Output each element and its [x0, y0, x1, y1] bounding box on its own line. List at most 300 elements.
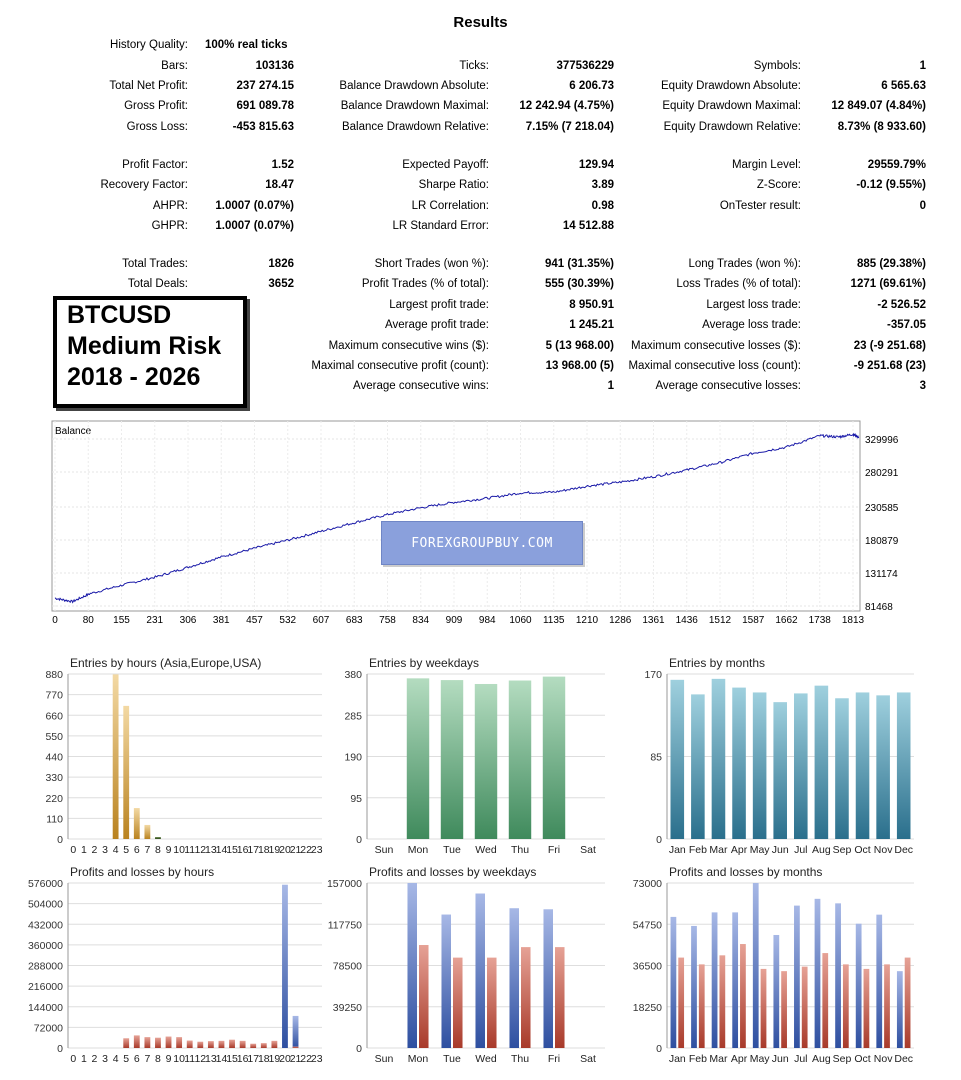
pl-hours-x-tick: 12 [194, 1053, 207, 1065]
entries-hours-x-tick: 18 [257, 844, 270, 856]
stat-value-expected-payoff: 129.94 [578, 159, 614, 171]
pl-months-profit-bar [794, 906, 800, 1048]
pl-months-loss-bar [781, 971, 787, 1048]
stat-label-z-score: Z-Score: [756, 179, 801, 191]
balance-x-tick: 0 [52, 615, 58, 625]
entries-months-bar [773, 702, 787, 839]
pl-months-title: Profits and losses by months [669, 865, 823, 879]
entries-hours-bar [144, 825, 150, 839]
pl-weekdays-x-tick: Thu [510, 1053, 530, 1065]
entries-hours-bar [113, 674, 119, 839]
pl-weekdays-x-tick: Tue [443, 1053, 461, 1065]
pl-hours-y-tick: 216000 [27, 981, 63, 994]
entries-hours-x-tick: 12 [194, 844, 207, 856]
badge-line-2: Medium Risk [67, 332, 222, 360]
results-title: Results [453, 14, 508, 31]
entries-months-bar [670, 680, 684, 839]
stat-value-balance-dd-rel: 7.15% (7 218.04) [525, 121, 614, 133]
pl-hours-bar [144, 1037, 150, 1048]
balance-x-tick: 607 [312, 615, 330, 625]
pl-months-loss-bar [905, 958, 911, 1048]
entries-months-x-tick: Mar [709, 844, 728, 856]
entries-weekdays-x-tick: Tue [443, 844, 461, 856]
watermark: FOREXGROUPBUY.COM [381, 521, 583, 565]
balance-x-tick: 532 [279, 615, 297, 625]
pl-months-profit-bar [732, 912, 738, 1048]
pl-hours-bar [229, 1040, 235, 1048]
balance-plot-area [52, 421, 860, 611]
balance-x-tick: 1436 [675, 615, 698, 625]
stat-label-sharpe-ratio: Sharpe Ratio: [418, 179, 489, 191]
stat-label-bars: Bars: [161, 60, 188, 72]
pl-hours-x-tick: 0 [70, 1053, 77, 1065]
bar-charts [0, 650, 961, 1080]
pl-months-x-tick: Feb [688, 1053, 707, 1065]
entries-weekdays-y-tick: 190 [344, 751, 362, 764]
stat-label-avg-consec-wins: Average consecutive wins: [353, 380, 489, 392]
entries-hours-x-tick: 17 [247, 844, 260, 856]
entries-weekdays-bar [543, 677, 565, 839]
stat-label-lr-std-error: LR Standard Error: [392, 220, 489, 232]
pl-weekdays-x-tick: Wed [475, 1053, 497, 1065]
stat-value-lr-std-error: 14 512.88 [562, 220, 614, 232]
pl-months-y-tick: 73000 [632, 878, 662, 890]
stat-value-bars: 103136 [255, 60, 294, 72]
pl-months-x-tick: Jul [794, 1053, 808, 1065]
entries-hours-x-tick: 13 [205, 844, 217, 856]
pl-months-profit-bar [815, 899, 821, 1048]
pl-weekdays-profit-bar [509, 908, 519, 1048]
entries-hours-bar [134, 808, 140, 839]
pl-weekdays-profit-bar [441, 915, 451, 1048]
stat-label-gross-profit: Gross Profit: [124, 100, 188, 112]
pl-weekdays-y-tick: 157000 [326, 878, 362, 890]
entries-weekdays-x-tick: Fri [547, 844, 561, 856]
balance-x-tick: 1210 [575, 615, 599, 625]
pl-hours-x-tick: 11 [184, 1053, 196, 1065]
balance-x-tick: 306 [179, 615, 197, 625]
stat-label-balance-dd-rel: Balance Drawdown Relative: [341, 121, 489, 133]
pl-months-x-tick: Nov [873, 1053, 893, 1065]
entries-hours-title: Entries by hours (Asia,Europe,USA) [70, 656, 262, 670]
stat-label-equity-dd-max: Equity Drawdown Maximal: [662, 100, 801, 112]
pl-weekdays-loss-bar [453, 958, 463, 1048]
stat-label-ticks: Ticks: [459, 60, 489, 72]
entries-months-bar [876, 695, 890, 839]
entries-months-x-tick: Jun [771, 844, 789, 856]
entries-months-x-tick: Jul [794, 844, 808, 856]
pl-weekdays-y-tick: 39250 [332, 1001, 362, 1014]
stat-value-long-trades: 885 (29.38%) [856, 258, 926, 270]
pl-hours-bar [250, 1044, 256, 1048]
entries-hours-x-tick: 21 [289, 844, 302, 856]
stat-label-maximal-consec-profit: Maximal consecutive profit (count): [311, 360, 489, 372]
entries-hours-x-tick: 14 [215, 844, 228, 856]
stat-value-short-trades: 941 (31.35%) [544, 258, 614, 270]
stat-label-total-deals: Total Deals: [127, 278, 188, 290]
pl-months-profit-bar [691, 926, 697, 1048]
entries-months-x-tick: Sep [832, 844, 852, 856]
pl-weekdays-y-tick: 78500 [332, 960, 362, 973]
stat-value-avg-loss: -357.05 [886, 319, 926, 331]
stat-value-balance-dd-abs: 6 206.73 [569, 80, 614, 92]
entries-months-x-tick: Apr [730, 844, 748, 856]
pl-hours-x-tick: 1 [80, 1053, 87, 1065]
pl-months-loss-bar [884, 964, 890, 1048]
stat-value-gross-loss: -453 815.63 [232, 121, 294, 133]
pl-hours-bar [176, 1037, 182, 1048]
entries-months-chart [644, 656, 914, 856]
pl-hours-x-tick: 22 [300, 1053, 312, 1065]
stat-label-gross-loss: Gross Loss: [126, 121, 188, 133]
pl-months-loss-bar [719, 955, 725, 1048]
badge-line-3: 2018 - 2026 [67, 363, 201, 391]
pl-hours-bar [208, 1041, 214, 1048]
entries-hours-x-tick: 4 [112, 844, 119, 856]
stat-label-short-trades: Short Trades (won %): [374, 258, 489, 270]
entries-months-title: Entries by months [669, 656, 766, 670]
stat-label-margin-level: Margin Level: [731, 159, 801, 171]
balance-x-tick: 457 [246, 615, 263, 625]
pl-hours-y-tick: 360000 [27, 939, 63, 952]
stat-label-largest-profit: Largest profit trade: [389, 299, 489, 311]
pl-months-x-tick: Dec [894, 1053, 914, 1065]
balance-x-tick: 1361 [642, 615, 665, 625]
pl-weekdays-y-tick: 117750 [327, 919, 362, 932]
stat-label-total-trades: Total Trades: [122, 258, 188, 270]
entries-months-y-tick: 85 [650, 751, 662, 764]
pl-weekdays-y-tick: 0 [356, 1043, 362, 1055]
pl-weekdays-x-tick: Sat [580, 1053, 596, 1065]
pl-months-x-tick: May [749, 1053, 770, 1065]
entries-hours-y-tick: 330 [45, 772, 63, 785]
stat-label-equity-dd-abs: Equity Drawdown Absolute: [661, 80, 801, 92]
badge [53, 296, 247, 408]
stat-value-ontester: 0 [919, 200, 926, 212]
entries-hours-x-tick: 1 [80, 844, 87, 856]
pl-months-x-tick: Mar [709, 1053, 728, 1065]
pl-months-y-tick: 0 [656, 1043, 662, 1055]
entries-weekdays-x-tick: Sun [374, 844, 394, 856]
stat-label-balance-dd-abs: Balance Drawdown Absolute: [339, 80, 489, 92]
entries-hours-x-tick: 11 [184, 844, 196, 856]
stat-value-largest-profit: 8 950.91 [569, 299, 614, 311]
pl-weekdays-x-tick: Fri [547, 1053, 561, 1065]
stat-value-max-consec-wins: 5 (13 968.00) [545, 340, 614, 352]
stat-value-ghpr: 1.0007 (0.07%) [215, 220, 294, 232]
pl-months-loss-bar [678, 958, 684, 1048]
pl-hours-x-tick: 5 [123, 1053, 130, 1065]
balance-x-tick: 1587 [742, 615, 765, 625]
entries-hours-x-tick: 22 [300, 844, 312, 856]
entries-hours-y-tick: 660 [45, 710, 63, 723]
stat-value-profit-trades: 555 (30.39%) [544, 278, 614, 290]
stat-label-recovery-factor: Recovery Factor: [100, 179, 188, 191]
pl-hours-x-tick: 6 [133, 1053, 140, 1065]
pl-months-loss-bar [761, 969, 767, 1048]
balance-chart [0, 415, 961, 625]
balance-x-tick: 231 [146, 615, 164, 625]
pl-months-loss-bar [843, 964, 849, 1048]
balance-x-tick: 984 [478, 615, 496, 625]
balance-x-tick: 1060 [509, 615, 532, 625]
balance-y-tick: 180879 [865, 536, 899, 547]
stat-label-max-consec-wins: Maximum consecutive wins ($): [328, 340, 489, 352]
balance-y-tick: 81468 [865, 602, 893, 613]
pl-hours-x-tick: 8 [155, 1053, 161, 1065]
stat-value-recovery-factor: 18.47 [265, 179, 294, 191]
pl-hours-x-tick: 9 [165, 1053, 172, 1065]
pl-months-loss-bar [699, 964, 705, 1048]
pl-hours-bar [187, 1041, 193, 1048]
pl-hours-x-tick: 4 [112, 1053, 119, 1065]
entries-weekdays-y-tick: 95 [350, 792, 362, 805]
entries-hours-x-tick: 7 [144, 844, 151, 856]
entries-weekdays-x-tick: Wed [475, 844, 497, 856]
stat-label-profit-trades: Profit Trades (% of total): [361, 278, 489, 290]
entries-hours-x-tick: 3 [102, 844, 108, 856]
stat-value-lr-correlation: 0.98 [591, 200, 614, 212]
entries-months-bar [732, 688, 746, 839]
stat-value-avg-consec-losses: 3 [919, 380, 926, 392]
entries-months-x-tick: Nov [873, 844, 893, 856]
pl-hours-x-tick: 10 [173, 1053, 185, 1065]
stat-value-margin-level: 29559.79% [867, 159, 926, 171]
entries-weekdays-bar [509, 681, 531, 839]
stat-label-avg-consec-losses: Average consecutive losses: [655, 380, 801, 392]
entries-months-x-tick: Aug [812, 844, 831, 856]
entries-hours-x-tick: 6 [133, 844, 140, 856]
pl-weekdays-x-tick: Sun [374, 1053, 394, 1065]
entries-months-x-tick: Feb [688, 844, 707, 856]
stat-label-total-net-profit: Total Net Profit: [109, 80, 188, 92]
pl-months-y-tick: 18250 [632, 1001, 662, 1014]
stat-value-largest-loss: -2 526.52 [877, 299, 926, 311]
stat-label-ghpr: GHPR: [151, 220, 188, 232]
pl-months-loss-bar [740, 944, 746, 1048]
stat-value-loss-trades: 1271 (69.61%) [850, 278, 926, 290]
entries-months-bar [712, 679, 726, 839]
pl-hours-x-tick: 16 [236, 1053, 249, 1065]
pl-hours-y-tick: 504000 [27, 898, 63, 911]
stat-label-avg-profit: Average profit trade: [385, 319, 489, 331]
entries-months-x-tick: Dec [894, 844, 914, 856]
pl-hours-bar [293, 1047, 299, 1048]
pl-hours-title: Profits and losses by hours [70, 865, 215, 879]
stat-value-equity-dd-max: 12 849.07 (4.84%) [831, 100, 926, 112]
pl-hours-bar [134, 1035, 140, 1048]
pl-hours-y-tick: 0 [57, 1043, 63, 1055]
stat-value-total-net-profit: 237 274.15 [236, 80, 294, 92]
pl-hours-x-tick: 3 [102, 1053, 108, 1065]
entries-hours-x-tick: 19 [268, 844, 281, 856]
entries-weekdays-x-tick: Mon [407, 844, 429, 856]
stat-value-symbols: 1 [919, 60, 926, 72]
pl-weekdays-loss-bar [487, 958, 497, 1048]
entries-weekdays-chart [344, 656, 605, 856]
pl-weekdays-x-tick: Mon [407, 1053, 429, 1065]
pl-hours-x-tick: 23 [310, 1053, 323, 1065]
pl-hours-bar [240, 1041, 246, 1048]
entries-months-bar [897, 692, 911, 839]
pl-months-loss-bar [864, 969, 870, 1048]
pl-months-profit-bar [753, 883, 759, 1048]
pl-hours-y-tick: 576000 [27, 878, 63, 890]
pl-months-y-tick: 36500 [632, 960, 662, 973]
balance-x-tick: 1738 [808, 615, 831, 625]
pl-months-x-tick: Sep [832, 1053, 852, 1065]
entries-months-y-tick: 170 [644, 669, 662, 681]
balance-x-tick: 155 [113, 615, 130, 625]
entries-months-bar [856, 692, 870, 839]
entries-weekdays-y-tick: 380 [344, 669, 362, 681]
stat-label-largest-loss: Largest loss trade: [706, 299, 801, 311]
pl-hours-y-tick: 432000 [27, 919, 63, 932]
balance-x-tick: 80 [82, 615, 94, 625]
balance-x-tick: 1662 [775, 615, 798, 625]
stat-value-max-consec-losses: 23 (-9 251.68) [853, 340, 926, 352]
pl-months-profit-bar [856, 924, 862, 1048]
balance-x-tick: 381 [212, 615, 230, 625]
pl-hours-y-tick: 72000 [33, 1022, 63, 1035]
entries-hours-y-tick: 220 [45, 792, 63, 805]
stat-label-history-quality: History Quality: [110, 39, 188, 51]
entries-hours-y-tick: 880 [45, 669, 63, 681]
entries-weekdays-bar [407, 678, 429, 839]
stat-label-lr-correlation: LR Correlation: [411, 200, 489, 212]
pl-hours-bar [271, 1041, 277, 1048]
entries-hours-x-tick: 23 [310, 844, 323, 856]
pl-months-x-tick: Apr [730, 1053, 748, 1065]
entries-months-bar [691, 694, 705, 839]
stat-value-z-score: -0.12 (9.55%) [856, 179, 926, 191]
pl-hours-x-tick: 2 [91, 1053, 98, 1065]
entries-weekdays-y-tick: 285 [344, 710, 362, 723]
entries-hours-chart [45, 656, 322, 856]
balance-y-tick: 230585 [865, 503, 899, 514]
pl-hours-bar [261, 1043, 267, 1048]
stat-label-symbols: Symbols: [753, 60, 801, 72]
pl-hours-x-tick: 15 [226, 1053, 238, 1065]
entries-months-x-tick: May [749, 844, 770, 856]
balance-chart-title: Balance [55, 426, 92, 437]
stat-label-balance-dd-max: Balance Drawdown Maximal: [340, 100, 489, 112]
pl-months-profit-bar [876, 915, 882, 1048]
pl-weekdays-title: Profits and losses by weekdays [369, 865, 537, 879]
entries-hours-x-tick: 8 [155, 844, 161, 856]
balance-y-tick: 131174 [865, 569, 898, 580]
stat-value-ticks: 377536229 [556, 60, 614, 72]
stat-label-ontester: OnTester result: [719, 200, 801, 212]
pl-hours-x-tick: 14 [215, 1053, 228, 1065]
pl-hours-x-tick: 19 [268, 1053, 281, 1065]
pl-months-profit-bar [712, 912, 718, 1048]
pl-months-loss-bar [822, 953, 828, 1048]
balance-y-tick: 280291 [865, 468, 899, 479]
pl-months-loss-bar [802, 967, 808, 1048]
pl-months-profit-bar [897, 971, 903, 1048]
entries-hours-x-tick: 9 [165, 844, 172, 856]
pl-hours-bar [219, 1041, 225, 1048]
entries-hours-y-tick: 550 [45, 730, 63, 743]
entries-hours-x-tick: 15 [226, 844, 238, 856]
stat-label-avg-loss: Average loss trade: [702, 319, 801, 331]
stat-value-sharpe-ratio: 3.89 [591, 179, 614, 191]
stat-value-equity-dd-rel: 8.73% (8 933.60) [837, 121, 926, 133]
stat-value-balance-dd-max: 12 242.94 (4.75%) [519, 100, 614, 112]
pl-months-x-tick: Jun [771, 1053, 789, 1065]
entries-hours-x-tick: 10 [173, 844, 185, 856]
pl-hours-bar [282, 885, 288, 1048]
pl-hours-y-tick: 288000 [27, 960, 63, 973]
entries-months-bar [835, 698, 849, 839]
pl-weekdays-loss-bar [555, 947, 565, 1048]
pl-weekdays-profit-bar [543, 909, 553, 1048]
pl-months-profit-bar [773, 935, 779, 1048]
entries-months-bar [753, 692, 767, 839]
pl-months-profit-bar [671, 917, 677, 1048]
balance-x-tick: 758 [379, 615, 396, 625]
stat-value-avg-consec-wins: 1 [607, 380, 614, 392]
entries-hours-bar [123, 706, 129, 839]
balance-x-tick: 909 [445, 615, 463, 625]
pl-hours-x-tick: 18 [257, 1053, 270, 1065]
pl-months-x-tick: Jan [668, 1053, 686, 1065]
pl-hours-bar [155, 1038, 161, 1048]
pl-hours-x-tick: 7 [144, 1053, 151, 1065]
pl-hours-x-tick: 21 [289, 1053, 302, 1065]
entries-hours-x-tick: 2 [91, 844, 98, 856]
badge-line-1: BTCUSD [67, 301, 172, 329]
stat-value-profit-factor: 1.52 [271, 159, 294, 171]
pl-hours-x-tick: 13 [205, 1053, 217, 1065]
pl-months-y-tick: 54750 [632, 919, 662, 932]
entries-months-y-tick: 0 [656, 834, 662, 846]
stat-value-total-deals: 3652 [268, 278, 294, 290]
pl-hours-bar [293, 1016, 299, 1048]
stat-value-maximal-consec-loss: -9 251.68 (23) [853, 360, 926, 372]
pl-weekdays-loss-bar [419, 945, 429, 1048]
entries-hours-x-tick: 20 [279, 844, 291, 856]
balance-x-tick: 1813 [841, 615, 865, 625]
entries-weekdays-x-tick: Thu [510, 844, 530, 856]
stat-label-maximal-consec-loss: Maximal consecutive loss (count): [628, 360, 801, 372]
entries-hours-x-tick: 16 [236, 844, 249, 856]
pl-hours-x-tick: 20 [279, 1053, 291, 1065]
pl-months-chart [633, 865, 914, 1065]
pl-hours-bar [123, 1038, 129, 1048]
stat-label-ahpr: AHPR: [152, 200, 188, 212]
stat-label-profit-factor: Profit Factor: [122, 159, 188, 171]
pl-hours-y-tick: 144000 [27, 1001, 63, 1014]
pl-hours-bar [166, 1037, 172, 1048]
pl-weekdays-profit-bar [475, 894, 485, 1048]
entries-hours-x-tick: 5 [123, 844, 130, 856]
stat-value-equity-dd-abs: 6 565.63 [881, 80, 926, 92]
stat-label-max-consec-losses: Maximum consecutive losses ($): [631, 340, 801, 352]
entries-weekdays-title: Entries by weekdays [369, 656, 480, 670]
pl-hours-x-tick: 17 [247, 1053, 260, 1065]
balance-x-tick: 1135 [542, 615, 565, 625]
stat-value-avg-profit: 1 245.21 [569, 319, 614, 331]
stat-value-ahpr: 1.0007 (0.07%) [215, 200, 294, 212]
entries-weekdays-y-tick: 0 [356, 834, 362, 846]
pl-hours-chart [28, 865, 323, 1065]
stat-label-loss-trades: Loss Trades (% of total): [676, 278, 801, 290]
entries-weekdays-bar [475, 684, 497, 839]
pl-months-x-tick: Oct [854, 1053, 871, 1065]
entries-months-bar [794, 693, 808, 839]
